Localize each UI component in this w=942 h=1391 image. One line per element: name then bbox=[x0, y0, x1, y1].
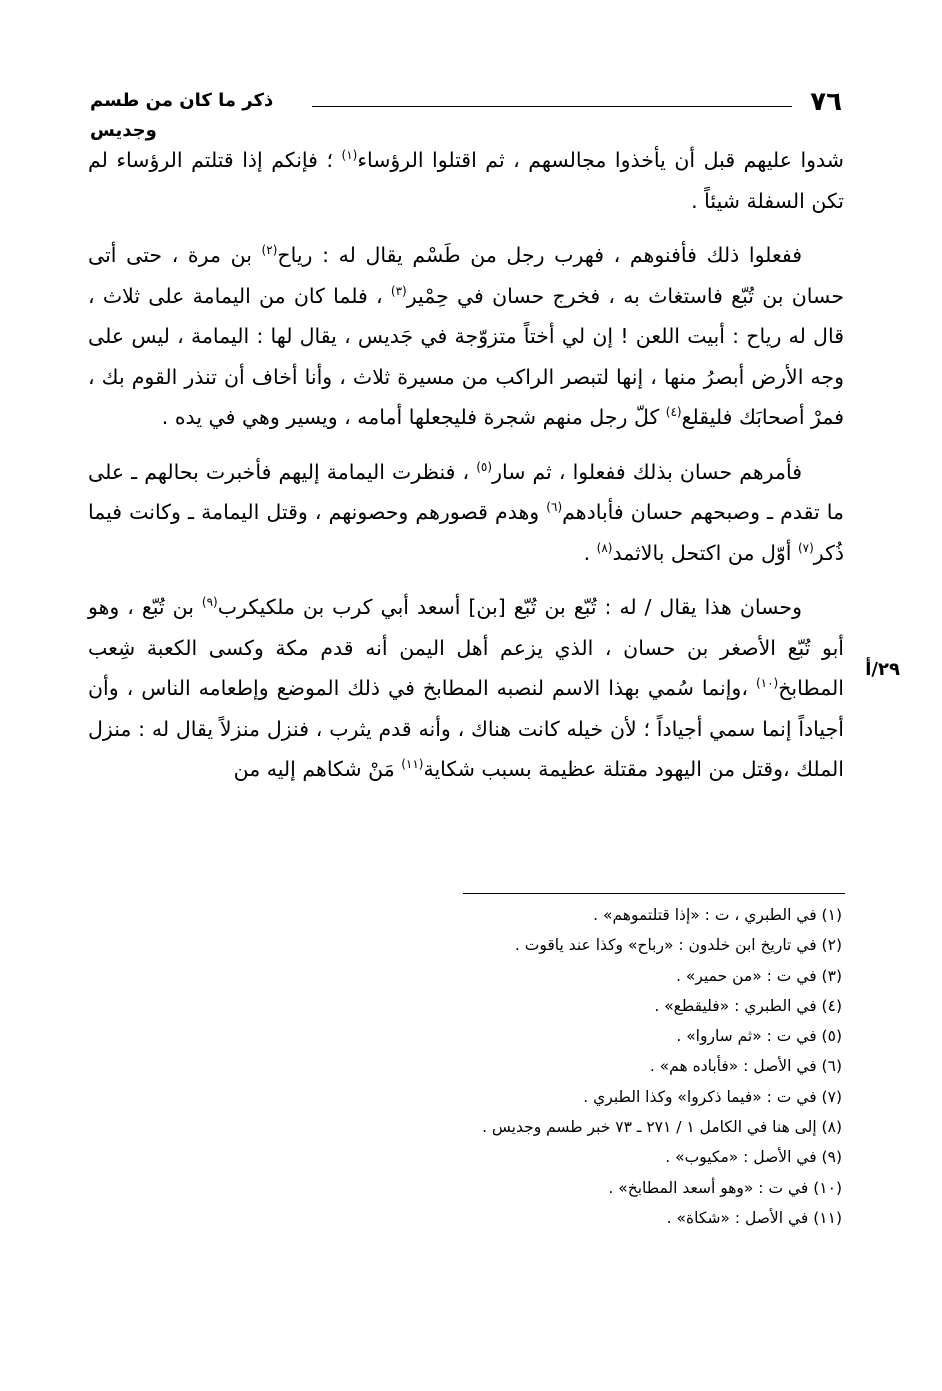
folio-margin-note: ٢٩/أ bbox=[865, 659, 900, 680]
footnote-marker: (١١) bbox=[401, 757, 424, 772]
footnote-item: (١٠) في ت : «وهو أسعد المطابخ» . bbox=[608, 1178, 842, 1197]
footnotes bbox=[182, 900, 842, 1233]
header-rule bbox=[312, 106, 792, 107]
footnote-item: (٤) في الطبري : «فليقطع» . bbox=[654, 996, 842, 1015]
footnote-item: (٩) في الأصل : «مكيوب» . bbox=[665, 1148, 842, 1167]
page-number: ٧٦ bbox=[810, 87, 842, 117]
footnote-marker: (١) bbox=[341, 148, 358, 163]
footnote-marker: (٥) bbox=[476, 459, 493, 474]
footnote-marker: (٢) bbox=[261, 243, 278, 258]
running-header bbox=[90, 84, 842, 141]
paragraph-text: بن مرة ، حتى أتى حسان بن تُبّع فاستغاث به ، فخرج حسان في حِمْير bbox=[88, 243, 845, 308]
paragraph-text: كلّ رجل منهم شجرة فليجعلها أمامه ، ويسير وهي في يده . bbox=[161, 405, 666, 429]
paragraph-text: . bbox=[583, 540, 597, 565]
paragraph bbox=[88, 452, 844, 574]
paragraph bbox=[88, 140, 844, 221]
paragraph-text: فأمرهم حسان بذلك ففعلوا ، ثم سار bbox=[492, 459, 802, 484]
paragraph-text: شدوا عليهم قبل أن يأخذوا مجالسهم ، ثم اقتلوا الرؤساء bbox=[357, 148, 844, 172]
footnote-item: (١) في الطبري ، ت : «إذا قتلتموهم» . bbox=[593, 906, 842, 924]
paragraph-text: ففعلوا ذلك فأفنوهم ، فهرب رجل من طَسْم يقال له : رياح bbox=[277, 243, 802, 267]
footnote-marker: (٣) bbox=[390, 283, 407, 298]
paragraph bbox=[88, 587, 844, 790]
footnote-marker: (٩) bbox=[201, 595, 218, 610]
running-title: ذكر ما كان من طسم وجديس bbox=[90, 90, 274, 141]
footnote-item: (٦) في الأصل : «فأباده هم» . bbox=[649, 1057, 842, 1076]
paragraph-text: ؛ فإنكم إذا قتلتم الرؤساء لم تكن السفلة شيئاً . bbox=[88, 148, 844, 213]
footnote-marker: (٧) bbox=[797, 540, 814, 555]
paragraph-text: وهدم قصورهم وحصونهم ، وقتل اليمامة ـ وكانت فيما ذُكر bbox=[88, 500, 844, 565]
footnote-item: (٣) في ت : «من حمير» . bbox=[676, 966, 842, 985]
paragraph-text: أوّل من اكتحل بالاثمد bbox=[612, 540, 798, 565]
footnote-item: (٥) في ت : «ثم ساروا» . bbox=[676, 1027, 842, 1046]
footnote-item: (٢) في تاريخ ابن خلدون : «رباح» وكذا عند ياقوت . bbox=[514, 936, 842, 955]
paragraph-text: بن تُبّع ، وهو أبو تُبّع الأصغر بن حسان ، الذي يزعم أهل اليمن أنه قدم مكة وكسى الكعبة شِعب المطابخ bbox=[88, 595, 844, 700]
footnote-marker: (٤) bbox=[665, 405, 682, 420]
main-text bbox=[88, 140, 844, 804]
paragraph-text: مَنْ شكاهم إليه من bbox=[233, 757, 402, 781]
paragraph-text: ،وإنما سُمي بهذا الاسم لنصبه المطابخ في ذلك الموضع وإطعامه الناس ، وأن أجياداً إنما سمي أجياداً ؛ لأن خيله كانت هناك ، وأنه قدم يثرب ، فنزل منزلاً يقال له : منزل الملك ،وقتل من اليهود مقتلة عظيمة بسبب شكاية bbox=[88, 676, 844, 781]
paragraph bbox=[88, 235, 844, 438]
footnote-item: (١١) في الأصل : «شكاة» . bbox=[666, 1208, 842, 1227]
footnote-marker: (٨) bbox=[596, 540, 613, 555]
paragraph-text: وحسان هذا يقال / له : تُبّع بن تُبّع [بن] أسعد أبي كرب بن ملكيكرب bbox=[217, 595, 802, 619]
footnote-item: (٧) في ت : «فيما ذكروا» وكذا الطبري . bbox=[583, 1087, 842, 1106]
footnote-marker: (١٠) bbox=[755, 676, 779, 691]
footnote-item: (٨) إلى هنا في الكامل ١ / ٢٧١ ـ ٧٣ خبر طسم وجديس . bbox=[482, 1118, 842, 1137]
footnote-marker: (٦) bbox=[546, 500, 563, 515]
paragraph-text: ، فلما كان من اليمامة على ثلاث ، قال له رياح : أبيت اللعن ! إن لي أختاً متزوّجة في جَديس ، يقال لها : اليمامة ، ليس على وجه الأرض أبصرُ منها ، إنها لتبصر الراكب من مسيرة ثلاث ، وأنا أخاف أن تنذر القوم بك ، فمرْ أصحابَك فليقلع bbox=[88, 283, 844, 429]
paragraph-text: ، فنظرت اليمامة إليهم فأخبرت بحالهم ـ على ما تقدم ـ وصبحهم حسان فأبادهم bbox=[88, 459, 844, 524]
footnote-separator bbox=[463, 893, 845, 894]
